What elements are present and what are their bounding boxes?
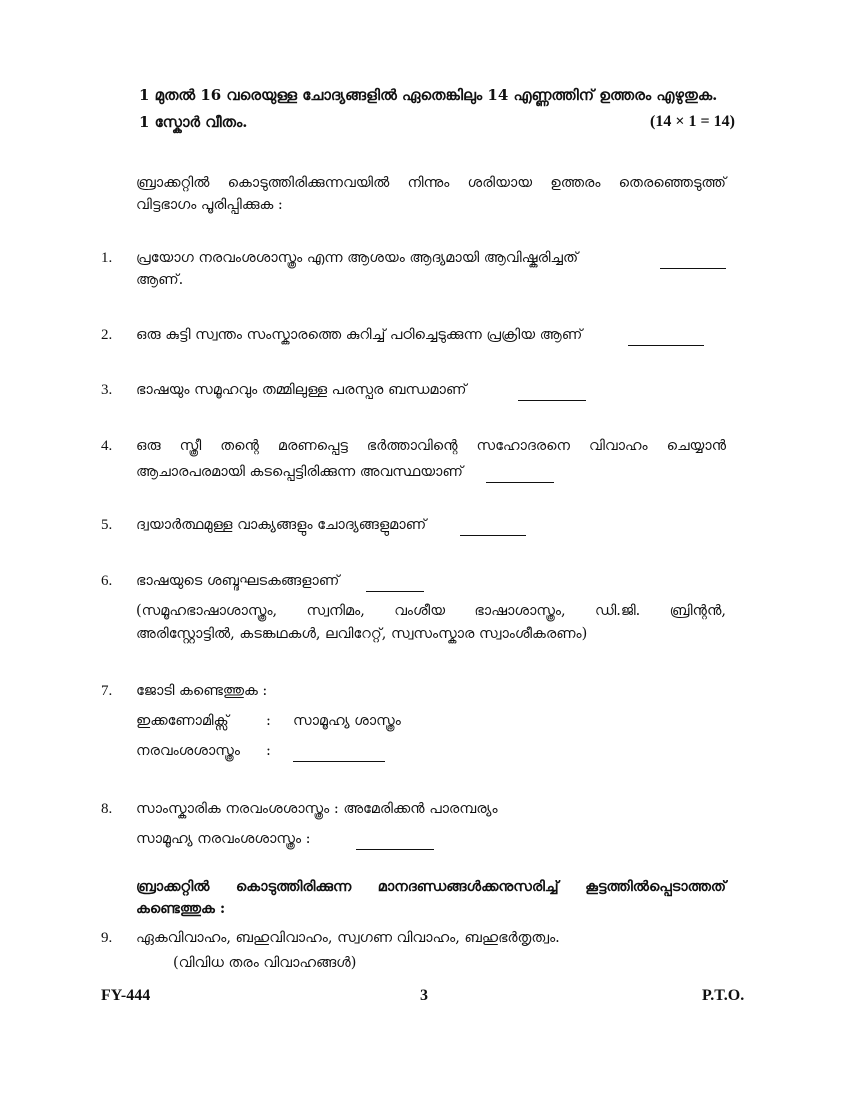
question-5-text: ദ്വയാർത്ഥമുള്ള വാക്യങ്ങളും ചോദ്യങ്ങളുമാണ് bbox=[136, 517, 427, 533]
answer-blank[interactable] bbox=[660, 254, 726, 269]
question-number: 6. bbox=[101, 573, 113, 589]
question-number: 9. bbox=[101, 930, 113, 946]
pair-1-colon: : bbox=[266, 713, 271, 729]
answer-blank[interactable] bbox=[486, 468, 554, 483]
question-4-text-cont: ആചാരപരമായി കടപ്പെട്ടിരിക്കുന്ന അവസ്ഥയാണ് bbox=[136, 464, 463, 480]
pair-2-left: നരവംശശാസ്ത്രം bbox=[136, 743, 240, 759]
instruction-line-2: 1 സ്കോർ വീതം. bbox=[139, 113, 248, 131]
answer-blank[interactable] bbox=[628, 331, 704, 346]
question-9-criteria: (വിവിധ തരം വിവാഹങ്ങൾ) bbox=[173, 955, 357, 971]
pair-2-colon: : bbox=[266, 743, 271, 759]
question-1-text-cont: ആണ്. bbox=[136, 272, 184, 288]
pto-label: P.T.O. bbox=[702, 987, 745, 1004]
question-number: 3. bbox=[101, 382, 113, 398]
pair-1-right: സാമൂഹ്യ ശാസ്ത്രം bbox=[293, 713, 401, 729]
question-number: 5. bbox=[101, 517, 113, 533]
question-7-heading: ജോടി കണ്ടെത്തുക : bbox=[136, 683, 268, 699]
question-8-text-cont: സാമൂഹ്യ നരവംശശാസ്ത്രം : bbox=[136, 831, 311, 847]
answer-blank[interactable] bbox=[460, 521, 526, 536]
answer-blank[interactable] bbox=[366, 577, 424, 592]
question-4-text: ഒരു സ്ത്രീ തന്റെ മരണപ്പെട്ട ഭർത്താവിന്റെ സഹോദരനെ വിവാഹം ചെയ്യാൻ bbox=[136, 438, 726, 454]
question-6-options-cont: അരിസ്റ്റോട്ടിൽ, കടങ്കഥകൾ, ലവിറേറ്റ്, സ്വസംസ്കാര സ്വാംശീകരണം) bbox=[136, 626, 588, 642]
question-number: 2. bbox=[101, 327, 113, 343]
answer-blank[interactable] bbox=[356, 835, 434, 850]
section-a-instruction-line-2: വിട്ടഭാഗം പൂരിപ്പിക്കുക : bbox=[136, 197, 283, 213]
question-6-text: ഭാഷയുടെ ശബ്ദഘടകങ്ങളാണ് bbox=[136, 573, 340, 589]
section-b-instruction-line-2: കണ്ടെത്തുക : bbox=[136, 900, 226, 917]
question-8-text: സാംസ്കാരിക നരവംശശാസ്ത്രം : അമേരിക്കൻ പാരമ്പര്യം bbox=[136, 801, 498, 817]
paper-code: FY-444 bbox=[101, 987, 151, 1004]
page-number: 3 bbox=[420, 987, 428, 1004]
question-6-options: (സമൂഹഭാഷാശാസ്ത്രം, സ്വനിമം, വംശീയ ഭാഷാശാസ്ത്രം, ഡി.ജി. ബ്രിന്റൻ, bbox=[136, 603, 726, 619]
question-number: 1. bbox=[101, 250, 113, 266]
question-2-text: ഒരു കുട്ടി സ്വന്തം സംസ്കാരത്തെ കുറിച്ച് പഠിച്ചെടുക്കുന്ന പ്രക്രിയ ആണ് bbox=[136, 327, 583, 343]
section-b-instruction-line-1: ബ്രാക്കറ്റിൽ കൊടുത്തിരിക്കുന്ന മാനദണ്ഡങ്ങൾക്കനുസരിച്ച് കൂട്ടത്തിൽപ്പെടാത്തത് bbox=[136, 878, 726, 895]
question-number: 4. bbox=[101, 438, 113, 454]
question-number: 7. bbox=[101, 683, 113, 699]
question-9-options: ഏകവിവാഹം, ബഹുവിവാഹം, സ്വഗണ വിവാഹം, ബഹുഭർതൃത്വം. bbox=[136, 930, 560, 946]
section-a-instruction-line-1: ബ്രാക്കറ്റിൽ കൊടുത്തിരിക്കുന്നവയിൽ നിന്നും ശരിയായ ഉത്തരം തെരഞ്ഞെടുത്ത് bbox=[136, 175, 726, 191]
question-1-text: പ്രയോഗ നരവംശശാസ്ത്രം എന്ന ആശയം ആദ്യമായി ആവിഷ്കരിച്ചത് bbox=[136, 250, 579, 266]
instruction-line-1: 1 മുതൽ 16 വരെയുള്ള ചോദ്യങ്ങളിൽ ഏതെങ്കിലും 14 എണ്ണത്തിന് ഉത്തരം എഴുതുക. bbox=[139, 86, 718, 104]
question-number: 8. bbox=[101, 801, 113, 817]
answer-blank[interactable] bbox=[293, 747, 385, 762]
answer-blank[interactable] bbox=[518, 386, 586, 401]
question-3-text: ഭാഷയും സമൂഹവും തമ്മിലുള്ള പരസ്പര ബന്ധമാണ് bbox=[136, 382, 467, 398]
pair-1-left: ഇക്കണോമിക്സ് bbox=[136, 713, 229, 729]
marks-allocation: (14 × 1 = 14) bbox=[650, 113, 735, 130]
